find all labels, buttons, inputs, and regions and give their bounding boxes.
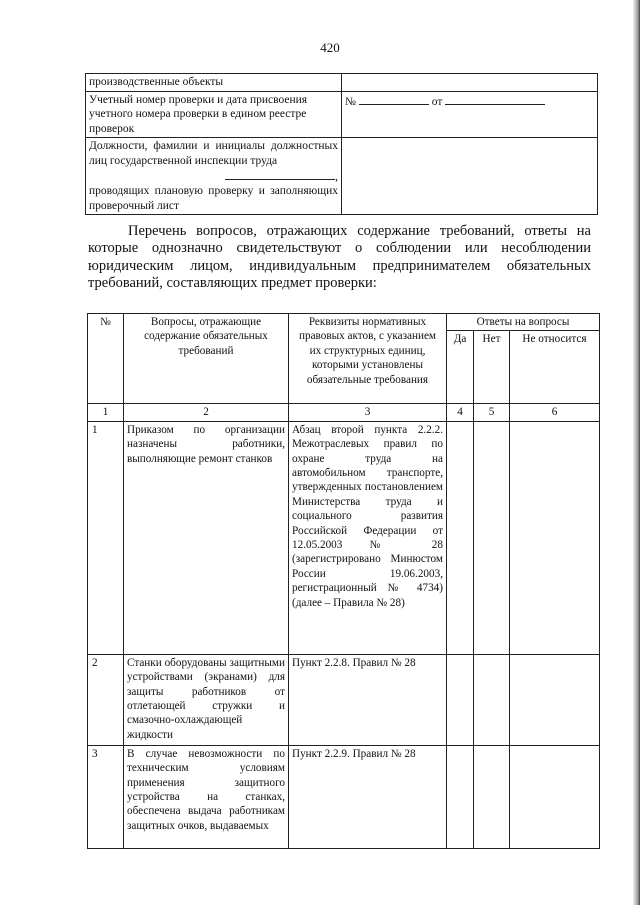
row-number: 2: [88, 654, 124, 745]
row-question: Станки оборудованы защитными устройствами (экранами) для защиты работников от отлетающей стружки и смазочно-охлаждающей жидкости: [124, 654, 289, 745]
header-no: Нет: [474, 331, 510, 404]
number-sign: №: [345, 95, 356, 108]
inspection-number-label: Учетный номер проверки и дата присвоения учетного номера проверки в едином реестре проверок: [86, 91, 342, 138]
header-num: №: [88, 314, 124, 404]
row-requisite: Пункт 2.2.8. Правил № 28: [289, 654, 447, 745]
header-requisites: Реквизиты нормативных правовых актов, с указанием их структурных единиц, которыми установлены обязательные требования: [289, 314, 447, 404]
header-answers: Ответы на вопросы: [447, 314, 600, 331]
date-from-label: от: [431, 95, 443, 108]
row-question: В случае невозможности по техническим условиям применения защитного устройства на станках, обеспечена выдача работникам защитных очков, выдаваемых: [124, 745, 289, 848]
production-objects-value: [342, 74, 598, 92]
inspectors-label: [86, 138, 342, 215]
row-answer-na[interactable]: [510, 654, 600, 745]
table-row: [86, 138, 598, 215]
row-question: Приказом по организации назначены работники, выполняющие ремонт станков: [124, 421, 289, 654]
inspectors-fill-line: ,: [89, 169, 338, 185]
col-number-2: 2: [124, 404, 289, 421]
scan-edge: [633, 0, 640, 905]
page-number: 420: [320, 40, 340, 55]
col-number-4: 4: [447, 404, 474, 421]
row-answer-yes[interactable]: [447, 745, 474, 848]
row-answer-yes[interactable]: [447, 421, 474, 654]
table-row: [88, 745, 600, 848]
table-row: [88, 654, 600, 745]
column-number-row: [88, 404, 600, 421]
row-answer-na[interactable]: [510, 421, 600, 654]
row-requisite: Пункт 2.2.9. Правил № 28: [289, 745, 447, 848]
inspectors-value: [342, 138, 598, 215]
header-yes: Да: [447, 331, 474, 404]
table-row: [86, 91, 598, 138]
number-fill-line: [359, 93, 429, 105]
table-row: [88, 421, 600, 654]
row-number: 3: [88, 745, 124, 848]
date-fill-line: [445, 93, 545, 105]
col-number-3: 3: [289, 404, 447, 421]
col-number-6: 6: [510, 404, 600, 421]
inspection-info-table: [85, 73, 598, 215]
col-number-1: 1: [88, 404, 124, 421]
row-requisite: Абзац второй пункта 2.2.2. Межотраслевых правил по охране труда на автомобильном транспорте, утвержденных постановлением Министерства труда и социального развития Российской Федерации от 12.05.2003 № 28 (зарегистрировано Минюстом России 19.06.2003, регистрационный № 4734) (далее – Правила № 28): [289, 421, 447, 654]
row-answer-no[interactable]: [474, 745, 510, 848]
checklist-intro: Перечень вопросов, отражающих содержание требований, ответы на которые однозначно свидетельствуют о соблюдении или несоблюдении юридическим лицом, индивидуальным предпринимателем обязательных требований, составляющих предмет проверки:: [88, 223, 591, 292]
inspectors-label-a: Должности, фамилии и инициалы должностных лиц государственной инспекции труда: [89, 140, 338, 167]
production-objects-label: производственные объекты: [86, 74, 342, 92]
checklist-table: [87, 313, 600, 849]
row-number: 1: [88, 421, 124, 654]
col-number-5: 5: [474, 404, 510, 421]
header-na: Не относится: [510, 331, 600, 404]
row-answer-no[interactable]: [474, 421, 510, 654]
inspection-number-value: [342, 91, 598, 138]
inspectors-label-b: проводящих плановую проверку и заполняющих проверочный лист: [89, 185, 338, 212]
header-questions: Вопросы, отражающие содержание обязательных требований: [124, 314, 289, 404]
row-answer-no[interactable]: [474, 654, 510, 745]
row-answer-yes[interactable]: [447, 654, 474, 745]
table-row: [86, 74, 598, 92]
row-answer-na[interactable]: [510, 745, 600, 848]
header-row: [88, 314, 600, 331]
